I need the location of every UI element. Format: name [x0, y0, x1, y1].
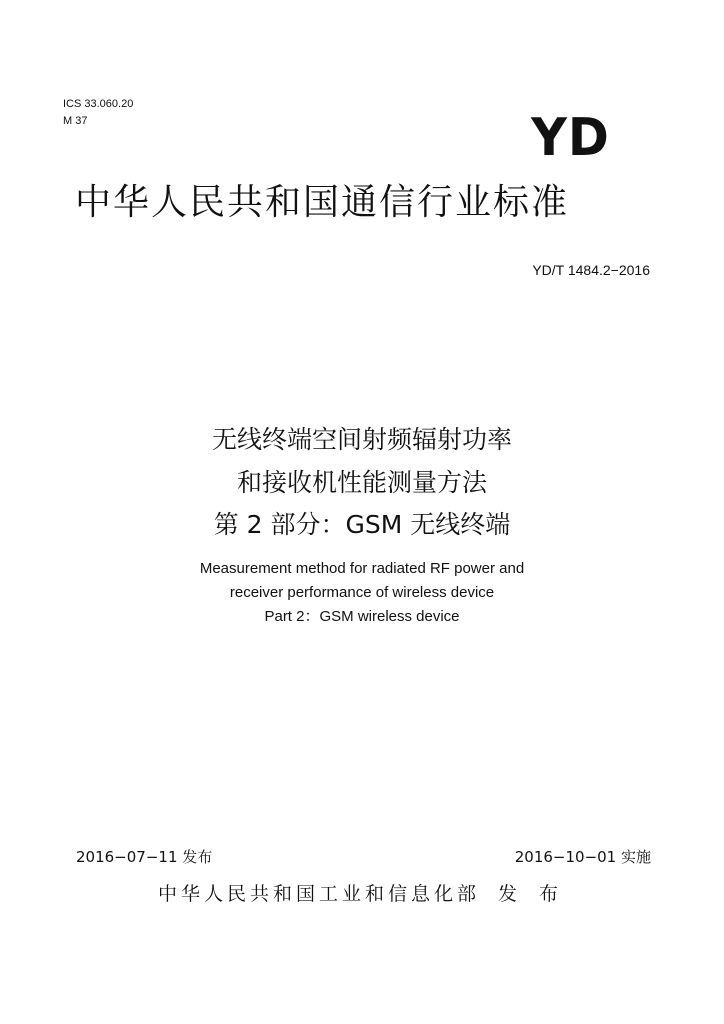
- issuer-action: 发 布: [498, 883, 567, 905]
- ccs-code: M 37: [63, 115, 88, 127]
- release-date: 2016−07−11 发布: [76, 848, 213, 866]
- issuer-name: 中华人民共和国工业和信息化部: [158, 883, 481, 905]
- issuer: [158, 879, 566, 906]
- title-cn-line1: 无线终端空间射频辐射功率: [211, 425, 512, 454]
- implementation-date: 2016−10−01 实施: [514, 848, 651, 866]
- title-cn-line2: 和接收机性能测量方法: [236, 468, 487, 497]
- title-en-line3: Part 2：GSM wireless device: [264, 608, 460, 625]
- classification-codes: [63, 96, 133, 130]
- title-en-line2: receiver performance of wireless device: [229, 584, 495, 601]
- yd-logo: YD: [531, 108, 610, 168]
- title-cn-line3: 第 2 部分：GSM 无线终端: [213, 510, 511, 539]
- ics-code: ICS 33.060.20: [63, 98, 134, 110]
- organization-title: 中华人民共和国通信行业标准: [75, 182, 570, 223]
- title-en-line1: Measurement method for radiated RF power and: [199, 560, 525, 577]
- standard-number: YD/T 1484.2−2016: [532, 262, 650, 278]
